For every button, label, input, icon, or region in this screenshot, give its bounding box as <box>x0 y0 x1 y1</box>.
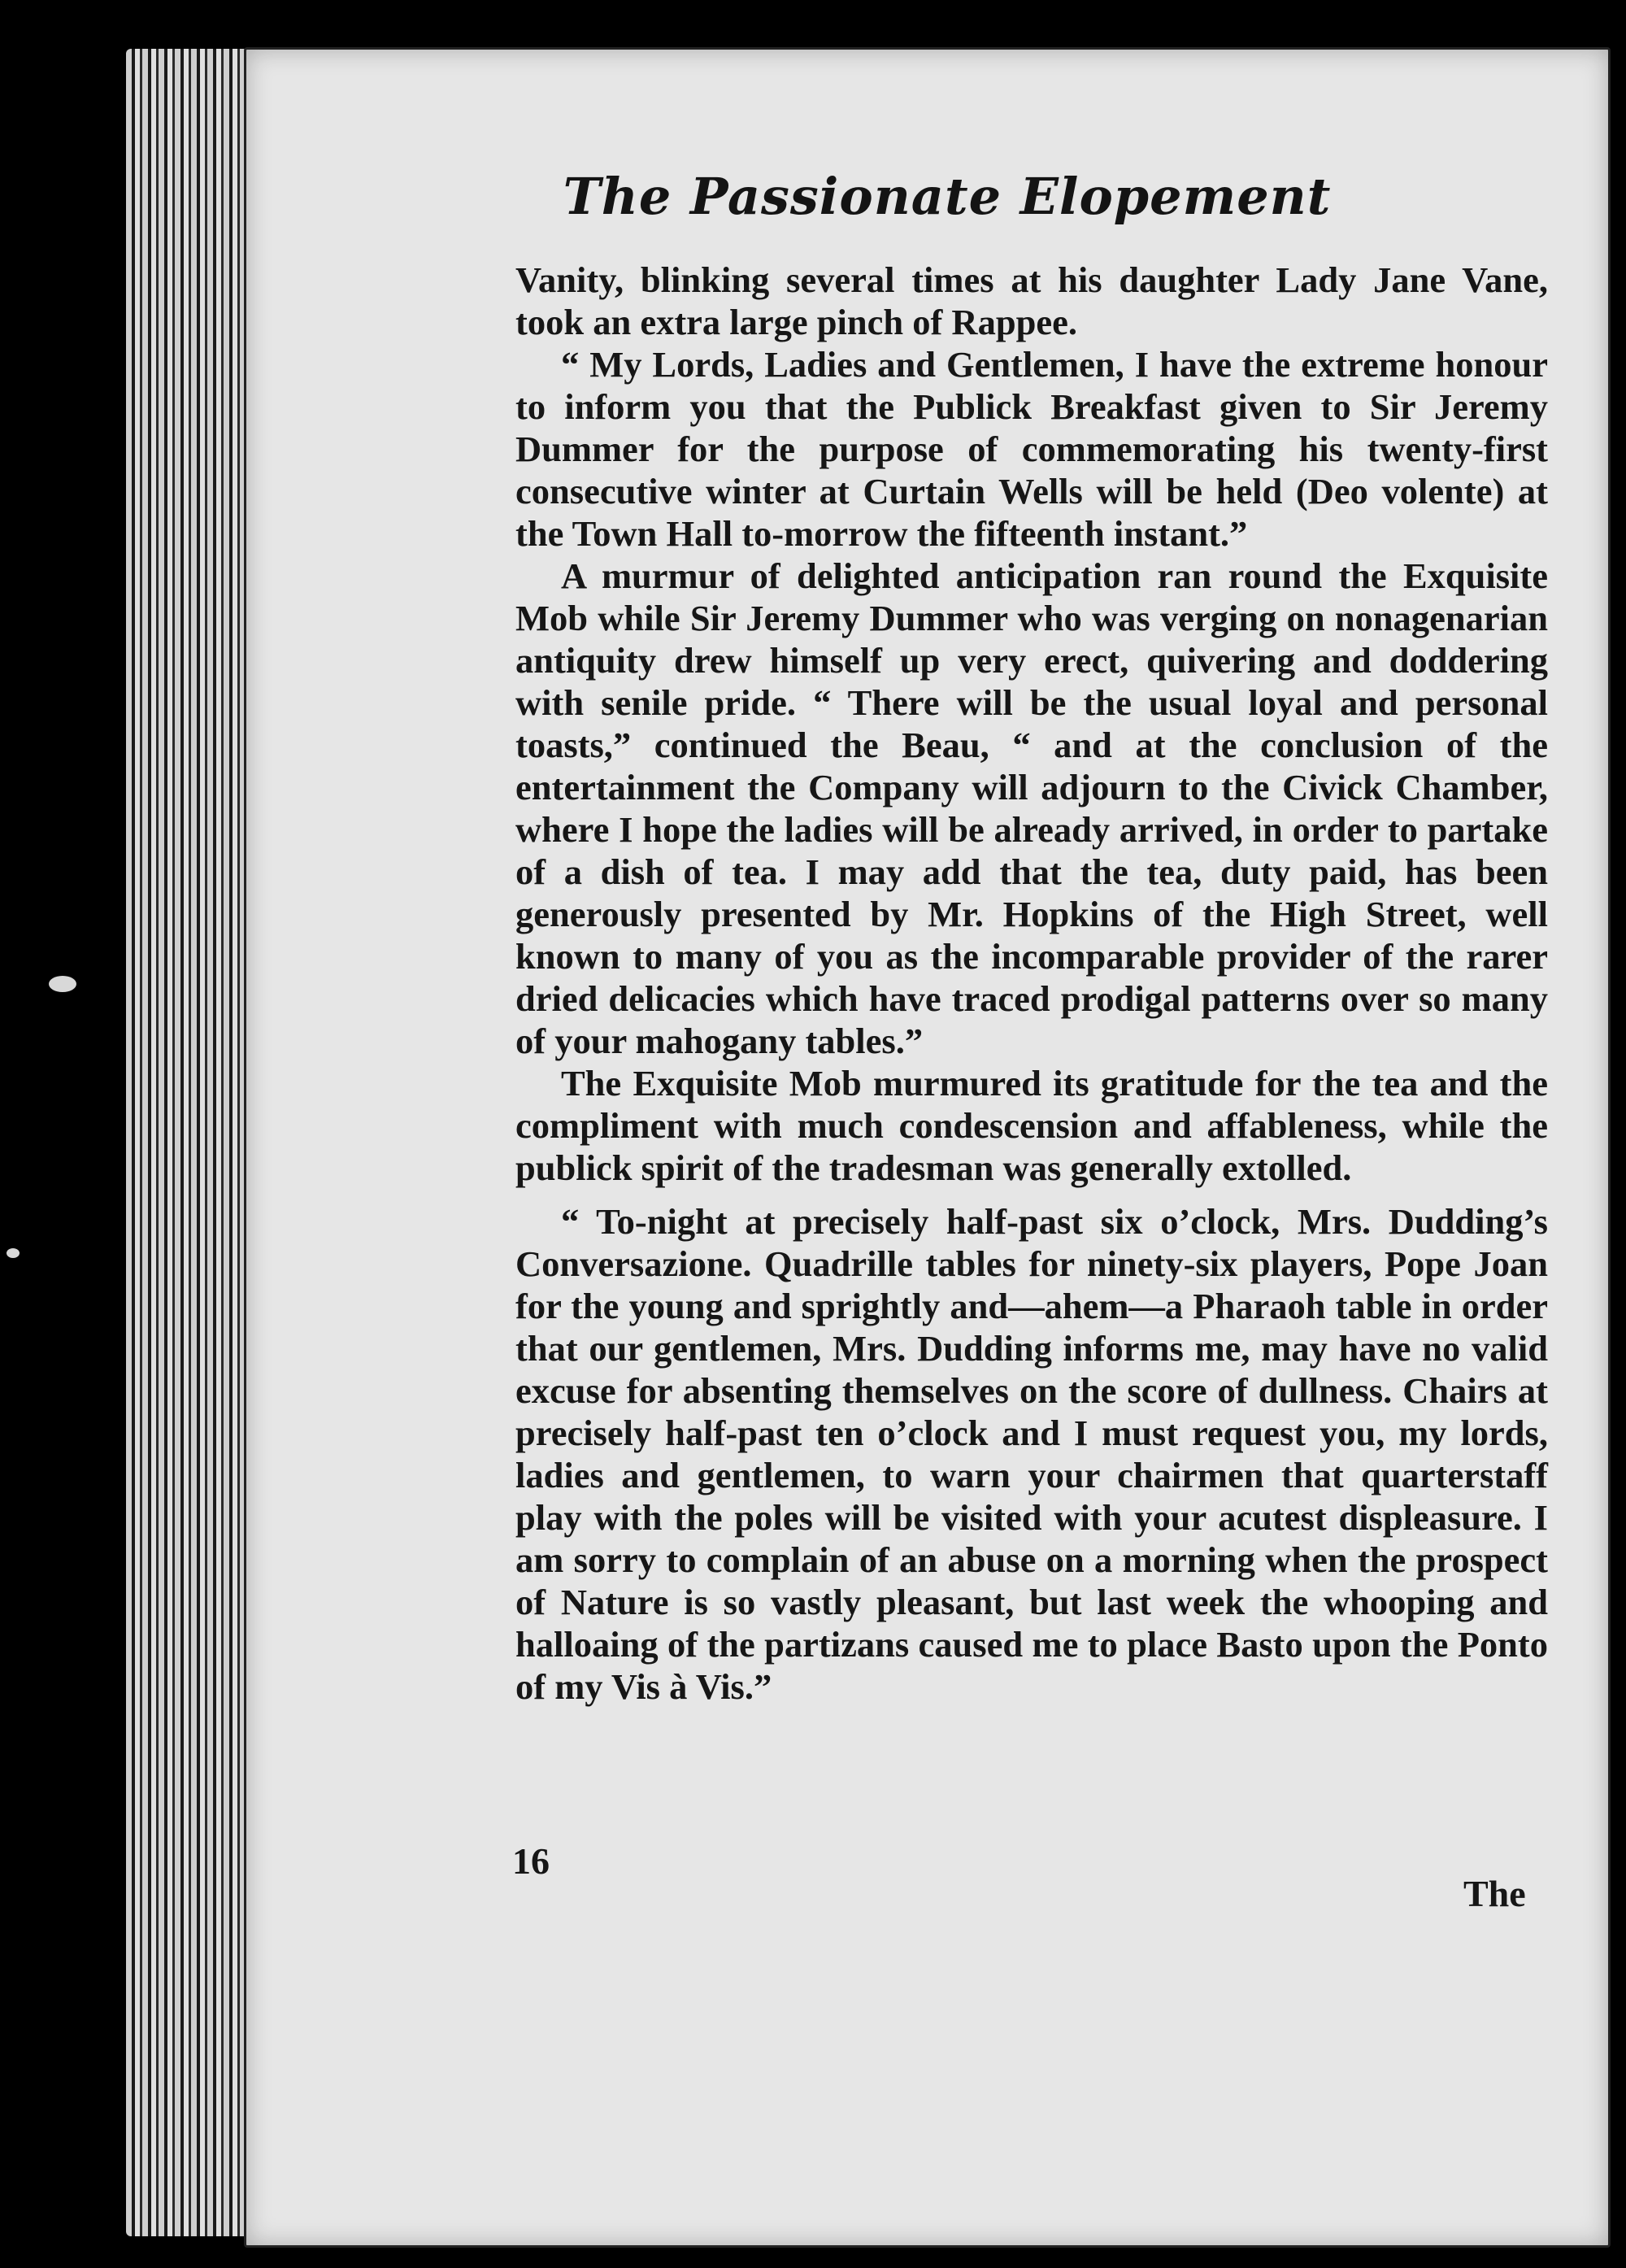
margin-speck <box>7 1248 20 1258</box>
catchword: The <box>1463 1873 1526 1914</box>
paragraph: The Exquisite Mob murmured its gratitude for the tea and the compliment with much condescension and affableness, while the publick spirit of the tradesman was generally extolled. <box>515 1063 1548 1188</box>
body-text <box>515 259 1548 1708</box>
paragraph: “ To-night at precisely half-past six o’clock, Mrs. Dudding’s Conversazione. Quadrille tables for ninety-six players, Pope Joan for the young and sprightly and—ahem—a Pharaoh table in order that our gentlemen, Mrs. Dudding informs me, may have no valid excuse for absenting themselves on the score of dullness. Chairs at precisely half-past ten o’clock and I must request you, my lords, ladies and gentlemen, to warn your chairmen that quarterstaff play with the poles will be visited with your acutest displeasure. I am sorry to complain of an abuse on a morning when the prospect of Nature is so vastly pleasant, but last week the whooping and halloaing of the partizans caused me to place Basto upon the Ponto of my Vis à Vis.” <box>515 1201 1548 1707</box>
paragraph: “ My Lords, Ladies and Gentlemen, I have the extreme honour to inform you that the Publick Breakfast given to Sir Jeremy Dummer for the purpose of commemorating his twenty-first consecutive winter at Curtain Wells will be held (Deo volente) at the Town Hall to-morrow the fifteenth instant.” <box>515 344 1548 554</box>
paragraph: Vanity, blinking several times at his daughter Lady Jane Vane, took an extra large pinch of Rappee. <box>515 259 1548 342</box>
margin-speck <box>49 976 76 992</box>
paragraph: A murmur of delighted anticipation ran round the Exquisite Mob while Sir Jeremy Dummer who was verging on nonagenarian antiquity drew himself up very erect, quivering and doddering with senile pride. “ There will be the usual loyal and personal toasts,” continued the Beau, “ and at the conclusion of the entertainment the Company will adjourn to the Civick Chamber, where I hope the ladies will be already arrived, in order to partake of a dish of tea. I may add that the tea, duty paid, has been generously presented by Mr. Hopkins of the High Street, well known to many of you as the incomparable provider of the rarer dried delicacies which have traced prodigal patterns over so many of your mahogany tables.” <box>515 555 1548 1061</box>
running-head: The Passionate Elopement <box>563 167 1332 226</box>
page-number: 16 <box>512 1840 550 1882</box>
